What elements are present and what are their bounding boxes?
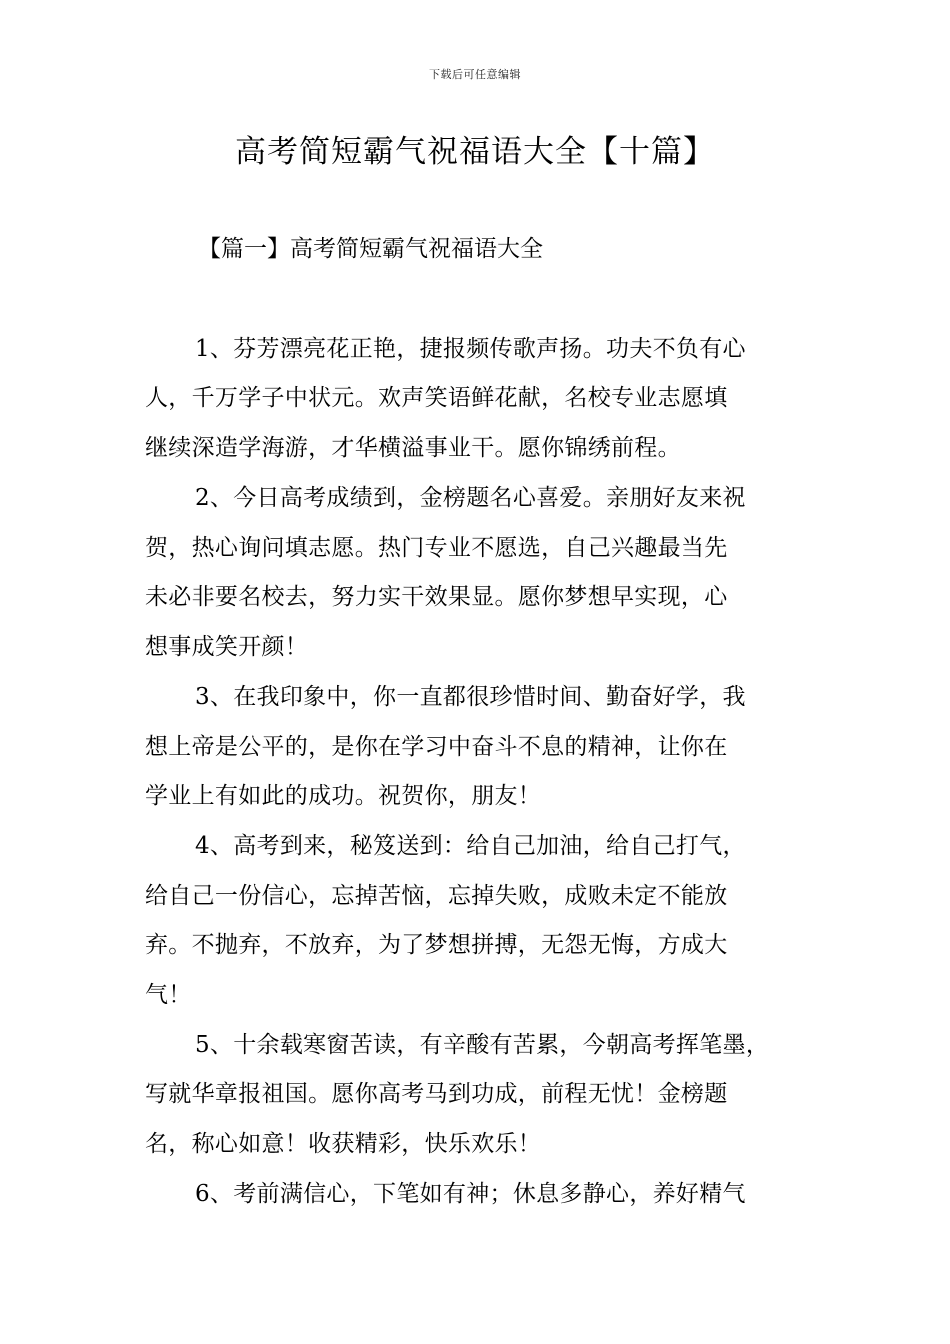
paragraph-line: 4、高考到来，秘笈送到：给自己加油，给自己打气， xyxy=(195,833,746,859)
paragraph-line: 写就华章报祖国。愿你高考马到功成，前程无忧！金榜题 xyxy=(145,1081,728,1107)
paragraph-line: 弃。不抛弃，不放弃，为了梦想拼搏，无怨无悔，方成大 xyxy=(145,932,728,958)
paragraph-line: 6、考前满信心，下笔如有神；休息多静心，养好精气 xyxy=(195,1181,746,1207)
paragraph-line: 2、今日高考成绩到，金榜题名心喜爱。亲朋好友来祝 xyxy=(195,485,746,511)
paragraph-line: 想上帝是公平的，是你在学习中奋斗不息的精神，让你在 xyxy=(145,734,728,760)
document-title: 高考简短霸气祝福语大全【十篇】 xyxy=(235,134,715,170)
paragraph-line: 给自己一份信心，忘掉苦恼，忘掉失败，成败未定不能放 xyxy=(145,883,728,909)
paragraph-line: 人，千万学子中状元。欢声笑语鲜花献，名校专业志愿填 xyxy=(145,385,728,411)
paragraph-line: 继续深造学海游，才华横溢事业干。愿你锦绣前程。 xyxy=(145,435,681,461)
paragraph-line: 想事成笑开颜！ xyxy=(145,634,309,660)
paragraph-line: 5、十余载寒窗苦读，有辛酸有苦累，今朝高考挥笔墨， xyxy=(195,1032,770,1058)
paragraph-line: 1、芬芳漂亮花正艳，捷报频传歌声扬。功夫不负有心 xyxy=(195,336,746,362)
header-note: 下载后可任意编辑 xyxy=(429,68,521,81)
paragraph-line: 未必非要名校去，努力实干效果显。愿你梦想早实现，心 xyxy=(145,584,728,610)
paragraph-line: 学业上有如此的成功。祝贺你，朋友！ xyxy=(145,783,542,809)
paragraph-line: 气！ xyxy=(145,982,192,1008)
section-heading: 【篇一】高考简短霸气祝福语大全 xyxy=(198,236,543,262)
paragraph-line: 贺，热心询问填志愿。热门专业不愿选，自己兴趣最当先 xyxy=(145,535,728,561)
paragraph-line: 名，称心如意！收获精彩，快乐欢乐！ xyxy=(145,1131,542,1157)
paragraph-line: 3、在我印象中，你一直都很珍惜时间、勤奋好学，我 xyxy=(195,684,746,710)
